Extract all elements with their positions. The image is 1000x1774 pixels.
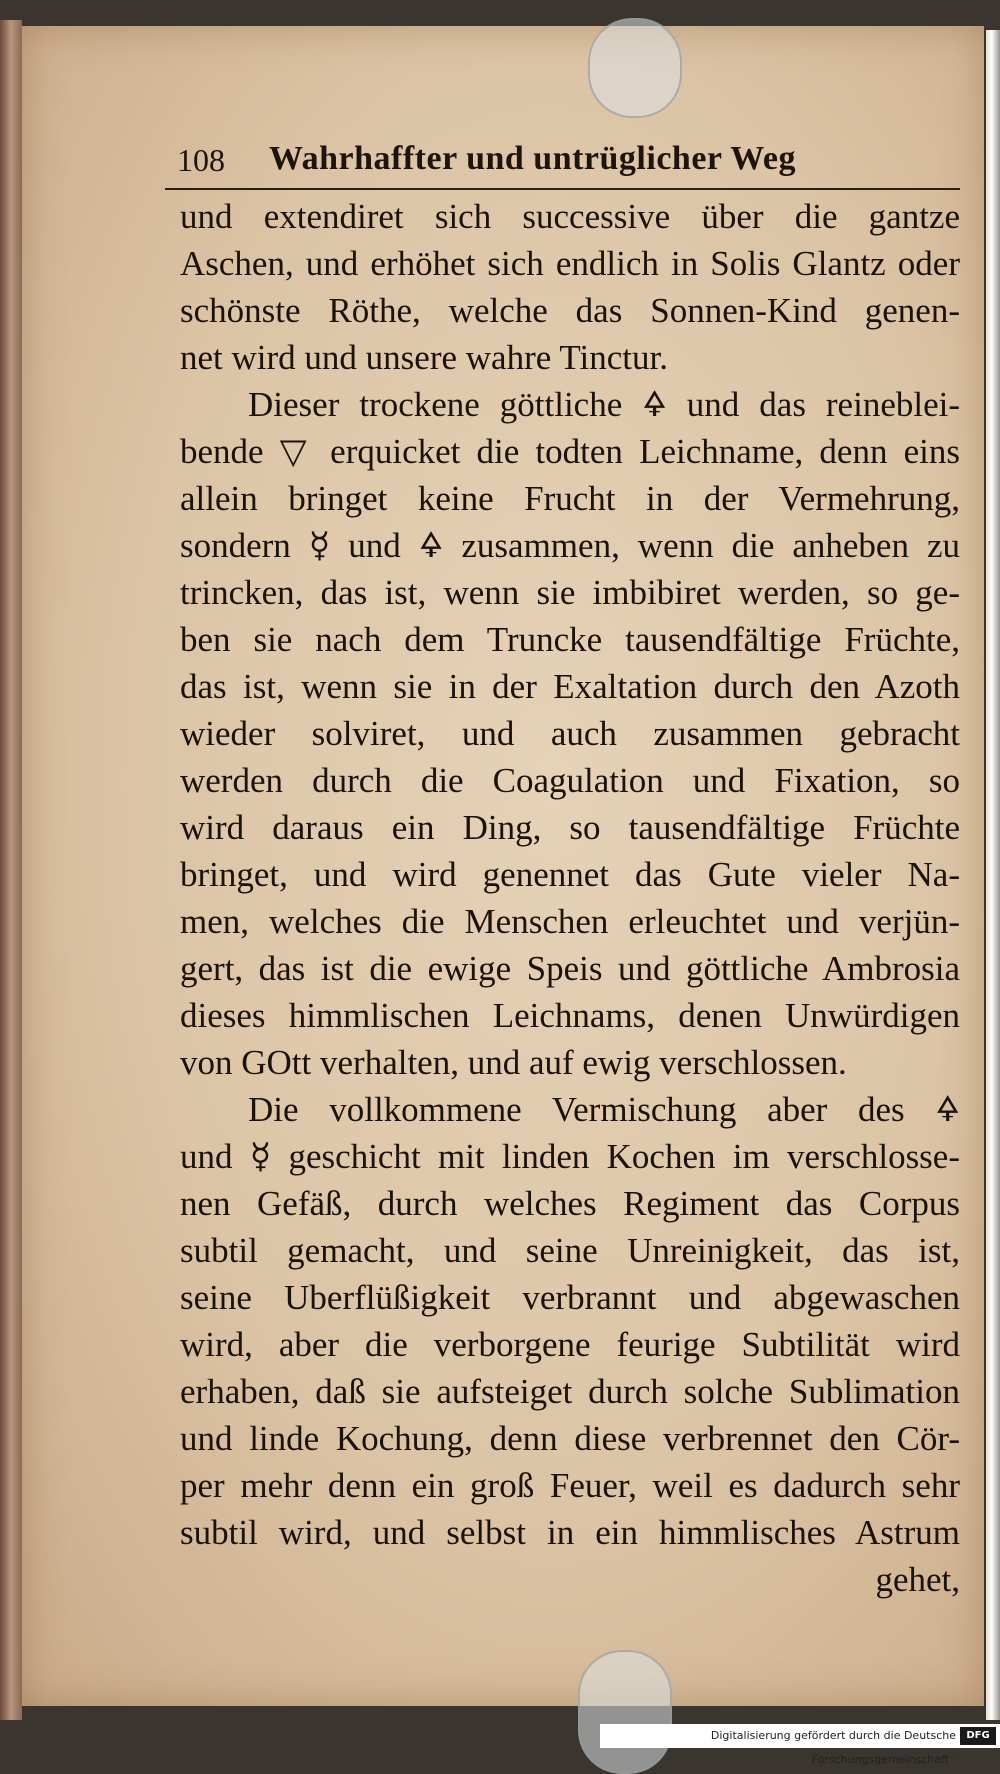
text-line: bende ▽ erquicket die todten Leichname, denn eins (180, 432, 960, 471)
text-line: dieses himmlischen Leichnams, denen Unwürdigen (180, 996, 960, 1035)
digitization-footer (600, 1724, 1000, 1766)
paragraph-first-line: Die vollkommene Vermischung aber des 🜍 (248, 1090, 960, 1129)
text-line: werden durch die Coagulation und Fixation, so (180, 761, 960, 800)
text-line: wird daraus ein Ding, so tausendfältige Früchte (180, 808, 960, 847)
text-line: seine Uberflüßigkeit verbrannt und abgewaschen (180, 1278, 960, 1317)
dfg-logo: DFG (960, 1727, 996, 1745)
text-line: und linde Kochung, denn diese verbrennet den Cör- (180, 1419, 960, 1458)
text-line: subtil wird, und selbst in ein himmlisches Astrum (180, 1513, 960, 1552)
text-line: nen Gefäß, durch welches Regiment das Corpus (180, 1184, 960, 1223)
text-line: erhaben, daß sie aufsteiget durch solche Sublimation (180, 1372, 960, 1411)
text-line: wieder solviret, und auch zusammen gebracht (180, 714, 960, 753)
text-line: das ist, wenn sie in der Exaltation durch den Azoth (180, 667, 960, 706)
text-line: schönste Röthe, welche das Sonnen-Kind genen- (180, 291, 960, 330)
text-line: von GOtt verhalten, und auf ewig verschlossen. (180, 1043, 847, 1082)
running-title: Wahrhaffter und untrüglicher Weg (269, 140, 796, 177)
page-number: 108 (177, 142, 225, 178)
text-line: wird, aber die verborgene feurige Subtilität wird (180, 1325, 960, 1364)
page-clip-top (588, 18, 682, 118)
book-edge-left (0, 20, 22, 1720)
book-edge-right (986, 30, 1000, 1720)
text-line: und extendiret sich successive über die gantze (180, 197, 960, 236)
text-line: ben sie nach dem Truncke tausendfältige Früchte, (180, 620, 960, 659)
text-line: per mehr denn ein groß Feuer, weil es dadurch sehr (180, 1466, 960, 1505)
text-line: trincken, das ist, wenn sie imbibiret werden, so ge- (180, 573, 960, 612)
text-line: gert, das ist die ewige Speis und göttliche Ambrosia (180, 949, 960, 988)
text-line: allein bringet keine Frucht in der Vermehrung, (180, 479, 960, 518)
catchword: gehet, (875, 1560, 960, 1599)
text-line: subtil gemacht, und seine Unreinigkeit, das ist, (180, 1231, 960, 1270)
text-line: sondern ☿ und 🜍 zusammen, wenn die anheben zu (180, 526, 960, 565)
body-text (180, 193, 960, 1603)
running-head (165, 140, 960, 190)
text-line: net wird und unsere wahre Tinctur. (180, 338, 668, 377)
text-line: Aschen, und erhöhet sich endlich in Solis Glantz oder (180, 244, 960, 283)
text-line: und ☿ geschicht mit linden Kochen im verschlosse- (180, 1137, 960, 1176)
text-line: bringet, und wird genennet das Gute vieler Na- (180, 855, 960, 894)
page-clip-bottom (578, 1650, 672, 1774)
text-line: men, welches die Menschen erleuchtet und verjün- (180, 902, 960, 941)
digitization-note: Digitalisierung gefördert durch die Deutsche Forschungsgemeinschaft · (710, 1729, 956, 1766)
paragraph-first-line: Dieser trockene göttliche 🜍 und das reineblei- (248, 385, 960, 424)
